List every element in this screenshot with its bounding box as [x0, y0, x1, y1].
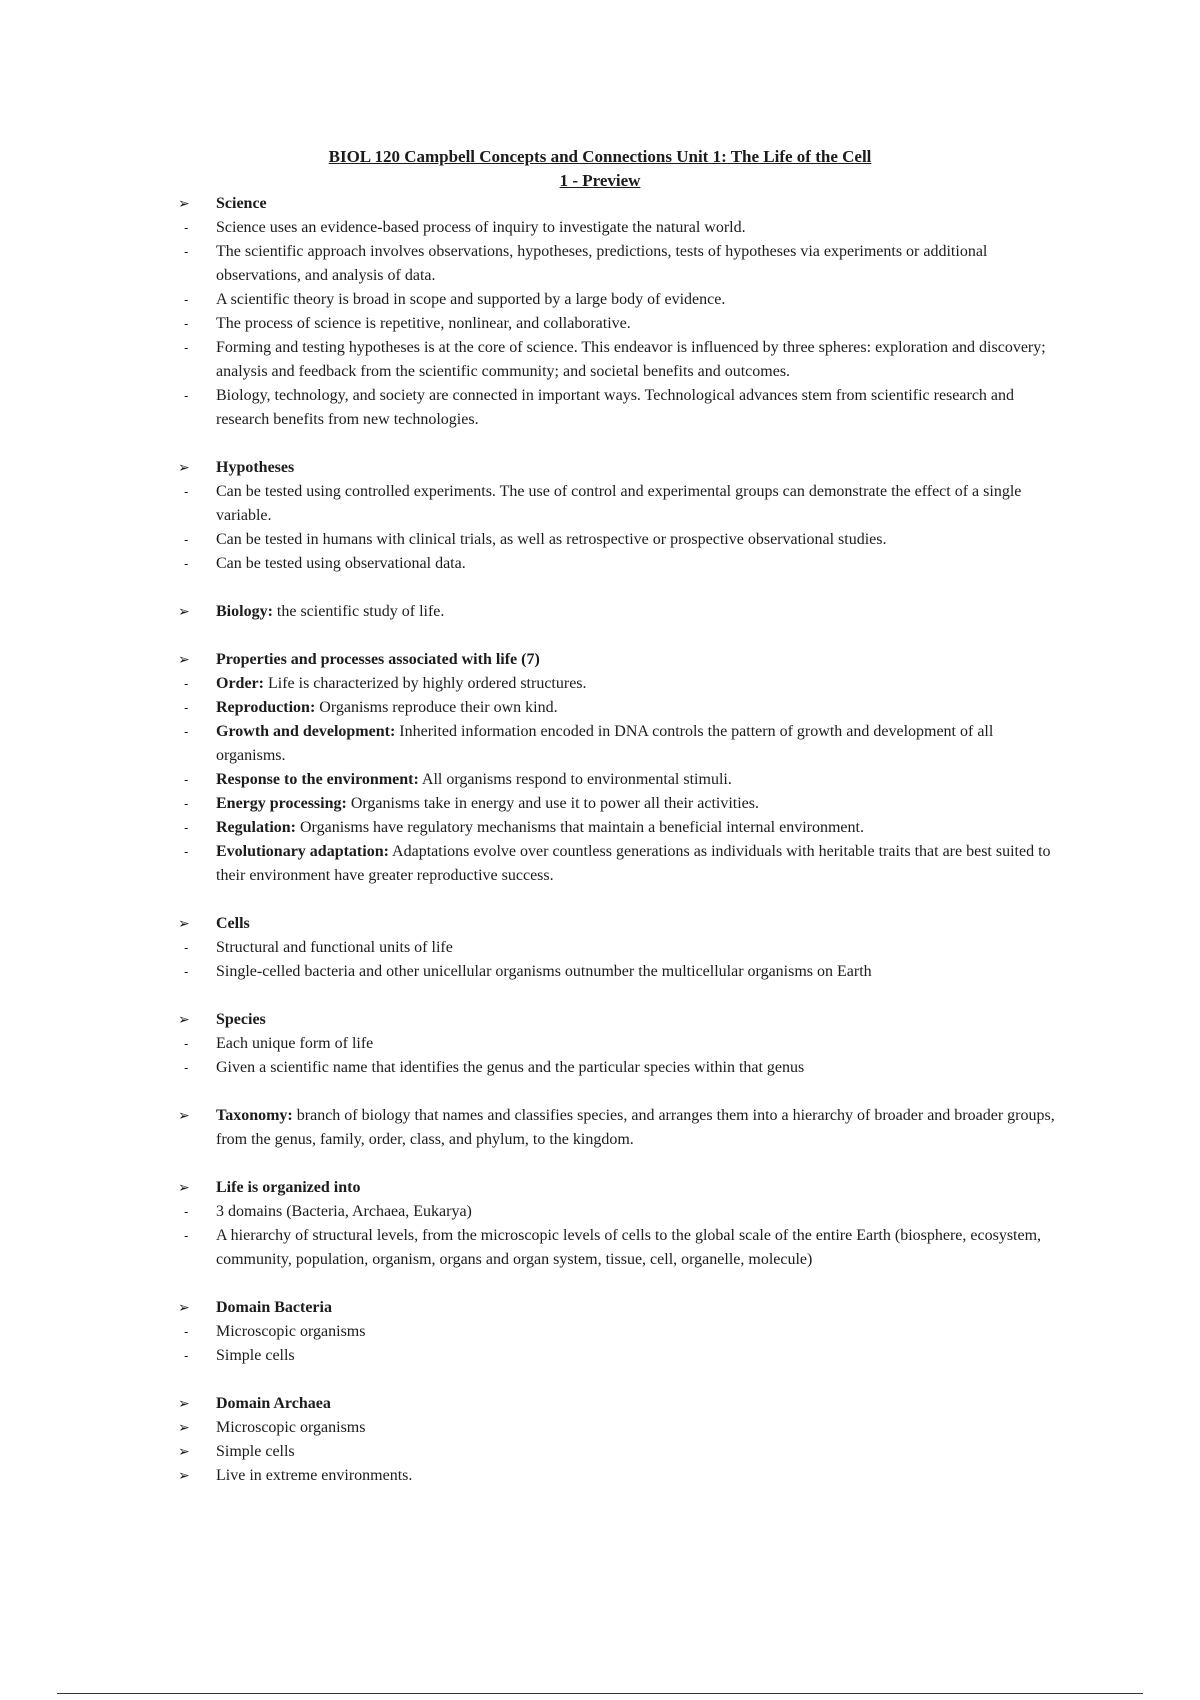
dash-bullet-icon: -: [184, 965, 189, 979]
list-item: [178, 312, 1058, 336]
section: [178, 600, 1058, 624]
dash-bullet-icon: -: [184, 389, 189, 403]
dash-bullet-icon: -: [184, 725, 189, 739]
item-term: Regulation:: [216, 819, 296, 836]
arrow-bullet-icon: ➢: [178, 460, 190, 476]
page-subtitle: 1 - Preview: [559, 171, 641, 190]
arrow-bullet-icon: ➢: [178, 604, 190, 620]
item-text: The process of science is repetitive, nonlinear, and collaborative.: [216, 315, 631, 332]
arrow-bullet-icon: ➢: [178, 196, 190, 212]
item-text: Organisms reproduce their own kind.: [315, 699, 558, 716]
item-term: Growth and development:: [216, 723, 396, 740]
list-item: [178, 936, 1058, 960]
section-heading-row: [178, 192, 1058, 216]
item-text: Adaptations evolve over countless generations as individuals with heritable traits that are best suited to their environment have greater reproductive success.: [216, 843, 1051, 884]
item-term: Reproduction:: [216, 699, 316, 716]
item-text: Can be tested in humans with clinical trials, as well as retrospective or prospective observational studies.: [216, 531, 887, 548]
list-item: [178, 1416, 1058, 1440]
list-item: [178, 1200, 1058, 1224]
arrow-bullet-icon: ➢: [178, 1396, 190, 1412]
dash-bullet-icon: -: [184, 1229, 189, 1243]
item-text: Can be tested using controlled experiments. The use of control and experimental groups can demonstrate the effect of a single variable.: [216, 483, 1022, 524]
list-item: [178, 840, 1058, 888]
list-item: [178, 1056, 1058, 1080]
section-heading-row: [178, 1176, 1058, 1200]
footer-divider: [57, 1693, 1143, 1694]
section-heading-definition: branch of biology that names and classifies species, and arranges them into a hierarchy of broader and broader groups, from the genus, family, order, class, and phylum, to the kingdom.: [216, 1107, 1055, 1148]
dash-bullet-icon: -: [184, 1037, 189, 1051]
list-item: [178, 792, 1058, 816]
section-heading: Properties and processes associated with life (7): [216, 651, 540, 668]
dash-bullet-icon: -: [184, 341, 189, 355]
item-text: Can be tested using observational data.: [216, 555, 466, 572]
dash-bullet-icon: -: [184, 221, 189, 235]
list-item: [178, 768, 1058, 792]
dash-bullet-icon: -: [184, 941, 189, 955]
section-heading: Domain Bacteria: [216, 1299, 332, 1316]
list-item: [178, 1224, 1058, 1272]
item-term: Order:: [216, 675, 264, 692]
section-heading-row: [178, 1008, 1058, 1032]
section-heading-row: [178, 1296, 1058, 1320]
dash-bullet-icon: -: [184, 1061, 189, 1075]
list-item: [178, 480, 1058, 528]
list-item: [178, 240, 1058, 288]
dash-bullet-icon: -: [184, 317, 189, 331]
list-item: [178, 1464, 1058, 1488]
item-text: Given a scientific name that identifies the genus and the particular species within that genus: [216, 1059, 805, 1076]
arrow-bullet-icon: ➢: [178, 1444, 190, 1460]
item-text: All organisms respond to environmental stimuli.: [418, 771, 732, 788]
dash-bullet-icon: -: [184, 293, 189, 307]
page-title: BIOL 120 Campbell Concepts and Connections Unit 1: The Life of the Cell: [328, 147, 872, 166]
section: [178, 1008, 1058, 1080]
list-item: [178, 816, 1058, 840]
item-text: A scientific theory is broad in scope and supported by a large body of evidence.: [216, 291, 726, 308]
dash-bullet-icon: -: [184, 773, 189, 787]
dash-bullet-icon: -: [184, 1205, 189, 1219]
section-heading-row: [178, 1104, 1058, 1152]
item-text: Single-celled bacteria and other unicellular organisms outnumber the multicellular organisms on Earth: [216, 963, 872, 980]
list-item: [178, 720, 1058, 768]
list-item: [178, 552, 1058, 576]
dash-bullet-icon: -: [184, 1325, 189, 1339]
list-item: [178, 1320, 1058, 1344]
section-heading-row: [178, 600, 1058, 624]
item-text: Life is characterized by highly ordered structures.: [263, 675, 587, 692]
dash-bullet-icon: -: [184, 845, 189, 859]
dash-bullet-icon: -: [184, 677, 189, 691]
list-item: [178, 1440, 1058, 1464]
dash-bullet-icon: -: [184, 533, 189, 547]
section-heading-definition: the scientific study of life.: [272, 603, 445, 620]
item-text: Structural and functional units of life: [216, 939, 453, 956]
arrow-bullet-icon: ➢: [178, 1300, 190, 1316]
item-text: The scientific approach involves observations, hypotheses, predictions, tests of hypotheses via experiments or additional observations, and analysis of data.: [216, 243, 988, 284]
dash-bullet-icon: -: [184, 797, 189, 811]
section-heading: Hypotheses: [216, 459, 295, 476]
item-text: Microscopic organisms: [216, 1419, 366, 1436]
list-item: [178, 672, 1058, 696]
dash-bullet-icon: -: [184, 245, 189, 259]
arrow-bullet-icon: ➢: [178, 1420, 190, 1436]
dash-bullet-icon: -: [184, 557, 189, 571]
item-text: Organisms take in energy and use it to power all their activities.: [346, 795, 760, 812]
section-heading-row: [178, 1392, 1058, 1416]
section-heading-row: [178, 456, 1058, 480]
section-heading: Biology:: [216, 603, 273, 620]
list-item: [178, 216, 1058, 240]
arrow-bullet-icon: ➢: [178, 652, 190, 668]
section: [178, 192, 1058, 432]
item-text: Forming and testing hypotheses is at the core of science. This endeavor is influenced by three spheres: exploration and discovery; analysis and feedback from the scientific community; and societal benefits and outcomes.: [216, 339, 1046, 380]
item-text: Science uses an evidence-based process of inquiry to investigate the natural world.: [216, 219, 746, 236]
item-text: 3 domains (Bacteria, Archaea, Eukarya): [216, 1203, 472, 1220]
item-text: Live in extreme environments.: [216, 1467, 413, 1484]
list-item: [178, 1344, 1058, 1368]
section-heading: Life is organized into: [216, 1179, 361, 1196]
section-heading: Taxonomy:: [216, 1107, 293, 1124]
item-text: Inherited information encoded in DNA controls the pattern of growth and development of all organisms.: [216, 723, 994, 764]
list-item: [178, 336, 1058, 384]
list-item: [178, 528, 1058, 552]
item-text: A hierarchy of structural levels, from the microscopic levels of cells to the global scale of the entire Earth (biosphere, ecosystem, community, population, organism, organs and organ system, tissue, cell, organelle, molecule): [216, 1227, 1042, 1268]
arrow-bullet-icon: ➢: [178, 916, 190, 932]
item-text: Simple cells: [216, 1347, 295, 1364]
list-item: [178, 696, 1058, 720]
item-text: Organisms have regulatory mechanisms that maintain a beneficial internal environment.: [296, 819, 864, 836]
item-term: Response to the environment:: [216, 771, 419, 788]
section: [178, 456, 1058, 576]
item-term: Evolutionary adaptation:: [216, 843, 389, 860]
arrow-bullet-icon: ➢: [178, 1108, 190, 1124]
list-item: [178, 1032, 1058, 1056]
title-block: [0, 145, 1200, 193]
section: [178, 1392, 1058, 1488]
item-text: Each unique form of life: [216, 1035, 374, 1052]
section-heading: Cells: [216, 915, 250, 932]
list-item: [178, 960, 1058, 984]
arrow-bullet-icon: ➢: [178, 1468, 190, 1484]
section-heading-row: [178, 912, 1058, 936]
section: [178, 1104, 1058, 1152]
section-heading: Domain Archaea: [216, 1395, 331, 1412]
section-heading-row: [178, 648, 1058, 672]
item-term: Energy processing:: [216, 795, 347, 812]
arrow-bullet-icon: ➢: [178, 1180, 190, 1196]
dash-bullet-icon: -: [184, 821, 189, 835]
section-heading: Science: [216, 195, 267, 212]
section: [178, 1176, 1058, 1272]
section: [178, 648, 1058, 888]
item-text: Biology, technology, and society are connected in important ways. Technological advances stem from scientific research and research benefits from new technologies.: [216, 387, 1015, 428]
item-text: Simple cells: [216, 1443, 295, 1460]
dash-bullet-icon: -: [184, 1349, 189, 1363]
list-item: [178, 384, 1058, 432]
arrow-bullet-icon: ➢: [178, 1012, 190, 1028]
dash-bullet-icon: -: [184, 485, 189, 499]
dash-bullet-icon: -: [184, 701, 189, 715]
item-text: Microscopic organisms: [216, 1323, 366, 1340]
section: [178, 912, 1058, 984]
section-heading: Species: [216, 1011, 266, 1028]
section: [178, 1296, 1058, 1368]
list-item: [178, 288, 1058, 312]
notes-content: [178, 192, 1058, 1512]
